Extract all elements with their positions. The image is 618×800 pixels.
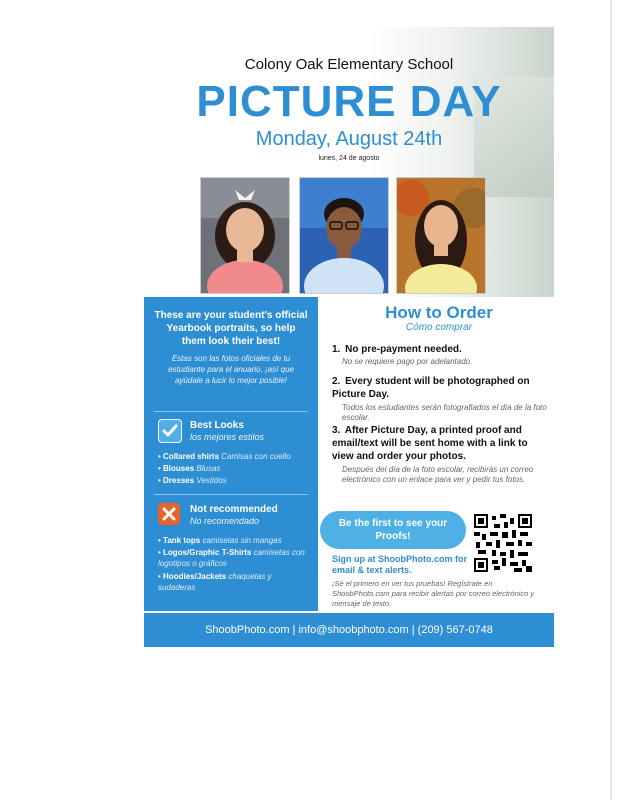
order-step-spanish: Todos los estudiantes serán fotografiados el día de la foto escolar. [342, 403, 547, 422]
tips-panel [144, 297, 318, 611]
sample-portrait-girl-1 [200, 177, 290, 294]
best-looks-subtitle: los mejores estilos [190, 432, 265, 442]
page-title: PICTURE DAY [196, 77, 502, 126]
yearbook-intro-spanish: Estas son las fotos oficiales de tu estudiante para el anuario, ¡así que ayúdale a lucir lo mejor posible! [168, 354, 294, 385]
divider [154, 494, 308, 495]
callout-tail [454, 535, 464, 545]
checkmark-icon [158, 419, 182, 443]
picture-day-flyer [144, 27, 554, 647]
event-date-spanish: lunes, 24 de agosto [318, 155, 380, 162]
order-step-spanish: No se requiere pago por adelantado. [342, 357, 473, 366]
best-looks-title: Best Looks [190, 420, 244, 431]
how-to-order-subtitle: Cómo comprar [405, 322, 473, 333]
list-item: • Dresses Vestidos [158, 476, 227, 485]
school-name: Colony Oak Elementary School [244, 56, 454, 73]
order-step: 1. No pre-payment needed. [332, 344, 462, 355]
list-item: • Hoodies/Jackets chaquetas y sudaderas [158, 572, 272, 592]
sample-portrait-girl-2 [396, 177, 486, 294]
signup-text: Sign up at ShoobPhoto.com for email & text alerts. [332, 554, 467, 575]
how-to-order-title: How to Order [385, 303, 493, 322]
sample-portrait-boy [299, 177, 389, 294]
list-item: • Collared shirts Camisas con cuello [158, 452, 291, 461]
yearbook-intro: These are your student's official Yearbook portraits, so help them look their best! [154, 310, 308, 347]
order-step: 2. Every student will be photographed on Picture Day. [332, 376, 530, 400]
page-edge [610, 0, 612, 800]
list-item: • Logos/Graphic T-Shirts camisetas con logotipos o gráficos [158, 548, 305, 568]
not-recommended-title: Not recommended [190, 504, 278, 515]
contact-footer: ShoobPhoto.com | info@shoobphoto.com | (209) 567-0748 [144, 613, 554, 647]
qr-code[interactable] [474, 514, 532, 572]
x-mark-icon [158, 503, 180, 525]
divider [154, 411, 308, 412]
signup-text-spanish: ¡Sé el primero en ver tus pruebas! Regístrate en ShoobPhoto.com para recibir alertas por correo electrónico y mensaje de texto. [332, 579, 535, 608]
order-step: 3. After Picture Day, a printed proof and email/text will be sent home with a link to view and order your photos. [332, 425, 528, 462]
list-item: • Blouses Blusas [158, 464, 221, 473]
order-step-spanish: Después del día de la foto escolar, recibirás un correo electrónico con un enlace para ver y pedir tus fotos. [342, 465, 534, 484]
event-date: Monday, August 24th [255, 128, 443, 150]
list-item: • Tank tops camisetas sin mangas [158, 536, 282, 545]
proofs-callout: Be the first to see your Proofs! [320, 511, 466, 549]
not-recommended-subtitle: No recomendado [190, 516, 260, 526]
